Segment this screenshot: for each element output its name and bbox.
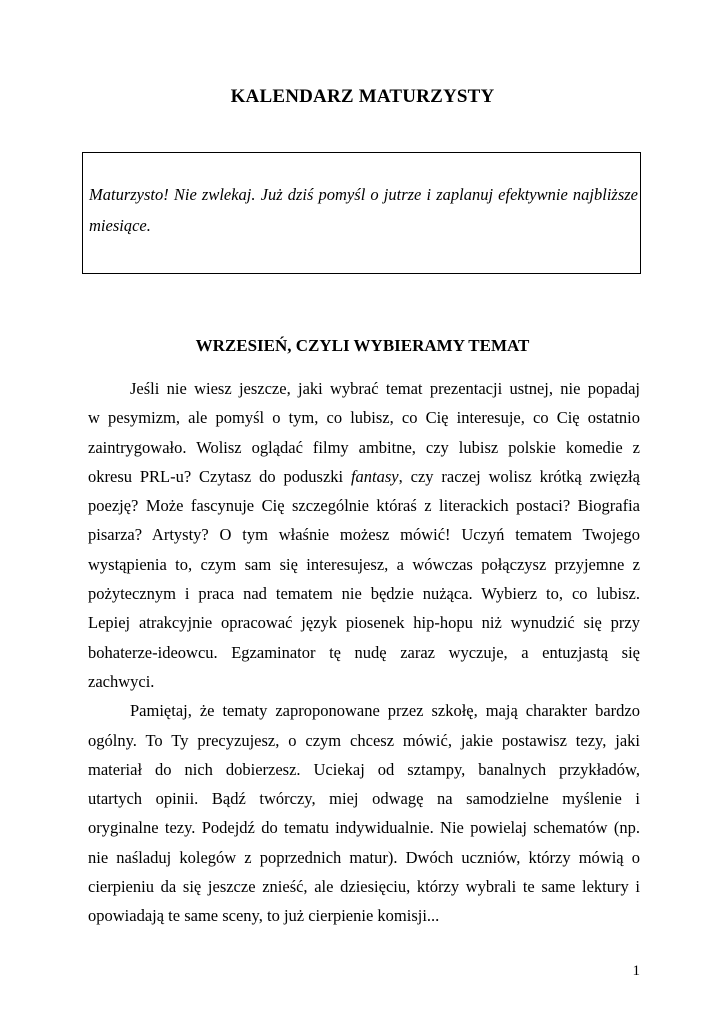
paragraph-2-line: ogólny. To Ty precyzujesz, o czym chcesz mówić, jakie postawisz tezy, jaki (88, 730, 640, 750)
body-text (88, 374, 640, 931)
section-heading: WRZESIEŃ, CZYLI WYBIERAMY TEMAT (195, 336, 530, 355)
paragraph-2-line: oryginalne tezy. Podejdź do tematu indywidualnie. Nie powielaj schematów (np. (88, 818, 640, 838)
paragraph-1-line: poezję? Może fascynuje Cię szczególnie któraś z literackich postaci? Biografia (88, 496, 640, 516)
paragraph-2-line: materiał do nich dobierzesz. Uciekaj od sztampy, banalnych przykładów, (88, 759, 640, 779)
text-segment: okresu PRL-u? Czytasz do poduszki (88, 466, 351, 486)
document-title: KALENDARZ MATURZYSTY (230, 86, 495, 107)
paragraph-1-line: wystąpienia to, czym sam się interesujesz, a wówczas połączysz przyjemne z (88, 554, 640, 574)
paragraph-2-line: opowiadają te same sceny, to już cierpienie komisji... (88, 906, 440, 926)
paragraph-1-line: pożytecznym i praca nad tematem nie będzie nużąca. Wybierz to, co lubisz. (88, 584, 640, 604)
paragraph-1-line: Lepiej atrakcyjnie opracować język piosenek hip-hopu niż wynudzić się przy (88, 613, 640, 633)
page-number: 1 (632, 963, 640, 979)
text-segment: , czy raczej wolisz krótką zwięzłą (398, 466, 640, 486)
paragraph-1-line: bohaterze-ideowcu. Egzaminator tę nudę zaraz wyczuje, a entuzjastą się (88, 642, 640, 662)
paragraph-1-line: w pesymizm, ale pomyśl o tym, co lubisz, co Cię interesuje, co Cię ostatnio (88, 408, 640, 428)
paragraph-2-line: utartych opinii. Bądź twórczy, miej odwagę na samodzielne myślenie i (88, 789, 640, 809)
paragraph-2-line: cierpieniu da się jeszcze znieść, ale dziesięciu, którzy wybrali te same lektury i (88, 877, 640, 897)
paragraph-1-line: zaintrygowało. Wolisz oglądać filmy ambitne, czy lubisz polskie komedie z (88, 437, 640, 457)
paragraph-1-line: pisarza? Artysty? O tym właśnie możesz mówić! Uczyń tematem Twojego (88, 525, 640, 545)
callout-text: Maturzysto! Nie zwlekaj. Już dziś pomyśl o jutrze i zaplanuj efektywnie najbliższe miesiące. (89, 185, 638, 235)
italic-word: fantasy (350, 466, 399, 486)
paragraph-1-line: zachwyci. (88, 671, 155, 691)
paragraph-1-line: Jeśli nie wiesz jeszcze, jaki wybrać temat prezentacji ustnej, nie popadaj (130, 379, 640, 398)
paragraph-2-line: Pamiętaj, że tematy zaproponowane przez szkołę, mają charakter bardzo (130, 701, 640, 721)
paragraph-1-line-with-italic (88, 462, 640, 491)
paragraph-2-line: nie naśladuj kolegów z poprzednich matur). Dwóch uczniów, którzy mówią o (88, 847, 640, 867)
